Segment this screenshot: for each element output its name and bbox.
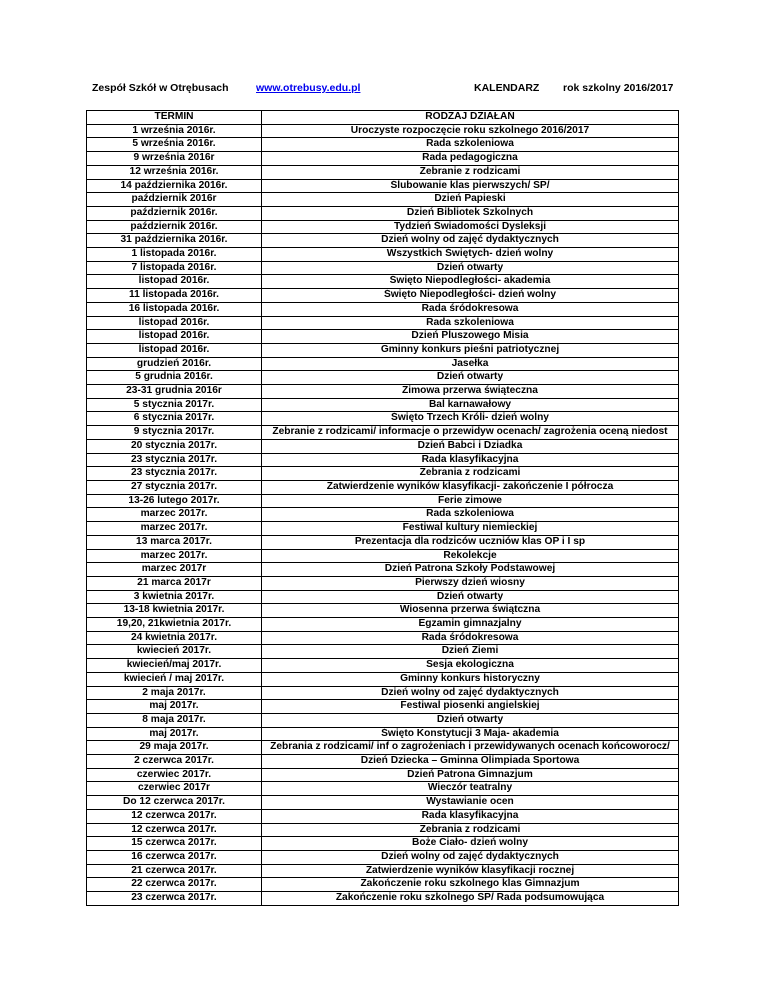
cell-term: 11 listopada 2016r. [87, 289, 262, 303]
cell-activity: Dzień Pluszowego Misia [262, 330, 679, 344]
cell-activity: Rekolekcje [262, 549, 679, 563]
cell-term: kwiecień 2017r. [87, 645, 262, 659]
table-row [87, 645, 679, 659]
table-row [87, 371, 679, 385]
table-row [87, 631, 679, 645]
table-row [87, 302, 679, 316]
cell-activity: Dzień wolny od zajęć dydaktycznych [262, 234, 679, 248]
table-header-row [87, 111, 679, 125]
cell-term: listopad 2016r. [87, 343, 262, 357]
table-row [87, 193, 679, 207]
cell-activity: Zebrania z rodzicami [262, 467, 679, 481]
cell-term: 31 października 2016r. [87, 234, 262, 248]
cell-activity: Boże Ciało- dzień wolny [262, 837, 679, 851]
cell-term: 21 czerwca 2017r. [87, 864, 262, 878]
cell-activity: Gminny konkurs pieśni patriotycznej [262, 343, 679, 357]
cell-term: 8 maja 2017r. [87, 713, 262, 727]
cell-activity: Wystawianie ocen [262, 796, 679, 810]
cell-term: 23-31 grudnia 2016r [87, 385, 262, 399]
school-website-link[interactable]: www.otrebusy.edu.pl [256, 82, 361, 94]
cell-activity: Dzień otwarty [262, 713, 679, 727]
cell-term: 24 kwietnia 2017r. [87, 631, 262, 645]
cell-term: 23 czerwca 2017r. [87, 892, 262, 906]
table-row [87, 275, 679, 289]
cell-activity: Rada szkoleniowa [262, 508, 679, 522]
table-row [87, 480, 679, 494]
cell-activity: Zebrania z rodzicami [262, 823, 679, 837]
cell-term: październik 2016r [87, 193, 262, 207]
table-row [87, 727, 679, 741]
cell-term: 13-18 kwietnia 2017r. [87, 604, 262, 618]
table-row [87, 494, 679, 508]
table-row [87, 590, 679, 604]
school-year: rok szkolny 2016/2017 [563, 82, 674, 94]
cell-activity: Dzień Ziemi [262, 645, 679, 659]
cell-term: 22 czerwca 2017r. [87, 878, 262, 892]
table-row [87, 343, 679, 357]
cell-activity: Zebranie z rodzicami/ informacje o przewidyw ocenach/ zagrożenia oceną niedost [262, 426, 679, 440]
document-title: KALENDARZ [474, 82, 540, 94]
table-row [87, 768, 679, 782]
cell-activity: Dzień Dziecka – Gminna Olimpiada Sportowa [262, 755, 679, 769]
cell-activity: Zatwierdzenie wyników klasyfikacji- zakończenie I półrocza [262, 480, 679, 494]
column-header-term: TERMIN [87, 111, 262, 125]
cell-activity: Uroczyste rozpoczęcie roku szkolnego 2016/2017 [262, 124, 679, 138]
table-row [87, 809, 679, 823]
cell-term: 2 czerwca 2017r. [87, 755, 262, 769]
cell-term: marzec 2017r. [87, 508, 262, 522]
cell-term: 15 czerwca 2017r. [87, 837, 262, 851]
cell-activity: Zatwierdzenie wyników klasyfikacji rocznej [262, 864, 679, 878]
cell-activity: Wiosenna przerwa świątczna [262, 604, 679, 618]
cell-term: 23 stycznia 2017r. [87, 453, 262, 467]
table-row [87, 892, 679, 906]
cell-activity: Dzień Patrona Gimnazjum [262, 768, 679, 782]
cell-activity: Rada klasyfikacyjna [262, 809, 679, 823]
table-row [87, 206, 679, 220]
table-row [87, 741, 679, 755]
table-row [87, 700, 679, 714]
table-row [87, 576, 679, 590]
cell-activity: Święto Niepodległości- akademia [262, 275, 679, 289]
cell-term: kwiecień/maj 2017r. [87, 659, 262, 673]
cell-term: 27 stycznia 2017r. [87, 480, 262, 494]
cell-term: marzec 2017r. [87, 549, 262, 563]
cell-term: 6 stycznia 2017r. [87, 412, 262, 426]
cell-term: maj 2017r. [87, 727, 262, 741]
table-row [87, 563, 679, 577]
cell-term: 12 czerwca 2017r. [87, 823, 262, 837]
table-row [87, 686, 679, 700]
cell-term: kwiecień / maj 2017r. [87, 672, 262, 686]
cell-activity: Dzień Patrona Szkoły Podstawowej [262, 563, 679, 577]
table-row [87, 467, 679, 481]
cell-term: 5 września 2016r. [87, 138, 262, 152]
cell-term: 5 grudnia 2016r. [87, 371, 262, 385]
cell-activity: Festiwal kultury niemieckiej [262, 522, 679, 536]
table-row [87, 659, 679, 673]
table-row [87, 316, 679, 330]
cell-activity: Festiwal piosenki angielskiej [262, 700, 679, 714]
cell-term: Do 12 czerwca 2017r. [87, 796, 262, 810]
table-row [87, 618, 679, 632]
cell-activity: Rada szkoleniowa [262, 316, 679, 330]
cell-activity: Dzień wolny od zajęć dydaktycznych [262, 686, 679, 700]
cell-activity: Dzień Papieski [262, 193, 679, 207]
cell-term: marzec 2017r [87, 563, 262, 577]
cell-term: 29 maja 2017r. [87, 741, 262, 755]
cell-activity: Egzamin gimnazjalny [262, 618, 679, 632]
table-row [87, 439, 679, 453]
cell-activity: Prezentacja dla rodziców uczniów klas OP i I sp [262, 535, 679, 549]
cell-term: listopad 2016r. [87, 316, 262, 330]
table-row [87, 289, 679, 303]
calendar-table [86, 110, 679, 906]
table-row [87, 152, 679, 166]
cell-activity: Ślubowanie klas pierwszych/ SP/ [262, 179, 679, 193]
cell-term: 12 września 2016r. [87, 165, 262, 179]
cell-activity: Dzień otwarty [262, 261, 679, 275]
cell-activity: Dzień Bibliotek Szkolnych [262, 206, 679, 220]
table-row [87, 604, 679, 618]
table-row [87, 549, 679, 563]
cell-term: 23 stycznia 2017r. [87, 467, 262, 481]
cell-term: 9 września 2016r [87, 152, 262, 166]
table-row [87, 453, 679, 467]
cell-term: 2 maja 2017r. [87, 686, 262, 700]
cell-activity: Dzień otwarty [262, 590, 679, 604]
cell-activity: Święto Niepodległości- dzień wolny [262, 289, 679, 303]
cell-term: czerwiec 2017r. [87, 768, 262, 782]
cell-activity: Dzień wolny od zajęć dydaktycznych [262, 850, 679, 864]
cell-term: 1 listopada 2016r. [87, 248, 262, 262]
cell-term: 20 stycznia 2017r. [87, 439, 262, 453]
cell-activity: Dzień Babci i Dziadka [262, 439, 679, 453]
cell-term: 9 stycznia 2017r. [87, 426, 262, 440]
table-row [87, 124, 679, 138]
cell-activity: Rada klasyfikacyjna [262, 453, 679, 467]
table-row [87, 796, 679, 810]
cell-term: czerwiec 2017r [87, 782, 262, 796]
cell-term: 13 marca 2017r. [87, 535, 262, 549]
table-row [87, 850, 679, 864]
cell-activity: Rada śródokresowa [262, 302, 679, 316]
cell-term: październik 2016r. [87, 206, 262, 220]
cell-term: 21 marca 2017r [87, 576, 262, 590]
table-row [87, 755, 679, 769]
cell-activity: Pierwszy dzień wiosny [262, 576, 679, 590]
column-header-activity: RODZAJ DZIAŁAŃ [262, 111, 679, 125]
table-row [87, 261, 679, 275]
cell-term: listopad 2016r. [87, 275, 262, 289]
table-row [87, 878, 679, 892]
cell-term: listopad 2016r. [87, 330, 262, 344]
table-row [87, 165, 679, 179]
table-row [87, 179, 679, 193]
cell-activity: Święto Trzech Króli- dzień wolny [262, 412, 679, 426]
cell-term: 1 września 2016r. [87, 124, 262, 138]
cell-activity: Jasełka [262, 357, 679, 371]
cell-activity: Dzień otwarty [262, 371, 679, 385]
cell-term: 3 kwietnia 2017r. [87, 590, 262, 604]
cell-term: 16 czerwca 2017r. [87, 850, 262, 864]
table-row [87, 357, 679, 371]
cell-activity: Zakończenie roku szkolnego SP/ Rada podsumowująca [262, 892, 679, 906]
cell-activity: Wieczór teatralny [262, 782, 679, 796]
table-row [87, 234, 679, 248]
cell-term: maj 2017r. [87, 700, 262, 714]
cell-term: marzec 2017r. [87, 522, 262, 536]
cell-activity: Rada szkoleniowa [262, 138, 679, 152]
cell-activity: Rada pedagogiczna [262, 152, 679, 166]
cell-term: 13-26 lutego 2017r. [87, 494, 262, 508]
table-row [87, 782, 679, 796]
cell-activity: Święto Konstytucji 3 Maja- akademia [262, 727, 679, 741]
cell-term: 16 listopada 2016r. [87, 302, 262, 316]
cell-activity: Zimowa przerwa świąteczna [262, 385, 679, 399]
cell-activity: Sesja ekologiczna [262, 659, 679, 673]
table-row [87, 412, 679, 426]
document-header [0, 82, 768, 98]
cell-activity: Ferie zimowe [262, 494, 679, 508]
cell-activity: Rada śródokresowa [262, 631, 679, 645]
cell-activity: Zebrania z rodzicami/ inf o zagrożeniach i przewidywanych ocenach końcoworocz/ [262, 741, 679, 755]
table-row [87, 248, 679, 262]
cell-activity: Gminny konkurs historyczny [262, 672, 679, 686]
cell-activity: Zakończenie roku szkolnego klas Gimnazjum [262, 878, 679, 892]
cell-term: 5 stycznia 2017r. [87, 398, 262, 412]
table-row [87, 672, 679, 686]
cell-activity: Wszystkich Świętych- dzień wolny [262, 248, 679, 262]
cell-term: 12 czerwca 2017r. [87, 809, 262, 823]
table-row [87, 385, 679, 399]
cell-term: 14 października 2016r. [87, 179, 262, 193]
table-row [87, 522, 679, 536]
table-row [87, 823, 679, 837]
school-name: Zespół Szkół w Otrębusach [92, 82, 229, 94]
cell-activity: Zebranie z rodzicami [262, 165, 679, 179]
table-row [87, 508, 679, 522]
table-row [87, 864, 679, 878]
table-row [87, 398, 679, 412]
table-row [87, 220, 679, 234]
table-row [87, 535, 679, 549]
table-row [87, 713, 679, 727]
cell-term: grudzień 2016r. [87, 357, 262, 371]
cell-activity: Tydzień Świadomości Dysleksji [262, 220, 679, 234]
table-row [87, 837, 679, 851]
cell-term: 7 listopada 2016r. [87, 261, 262, 275]
cell-term: październik 2016r. [87, 220, 262, 234]
cell-activity: Bal karnawałowy [262, 398, 679, 412]
cell-term: 19,20, 21kwietnia 2017r. [87, 618, 262, 632]
table-row [87, 426, 679, 440]
table-row [87, 330, 679, 344]
table-row [87, 138, 679, 152]
